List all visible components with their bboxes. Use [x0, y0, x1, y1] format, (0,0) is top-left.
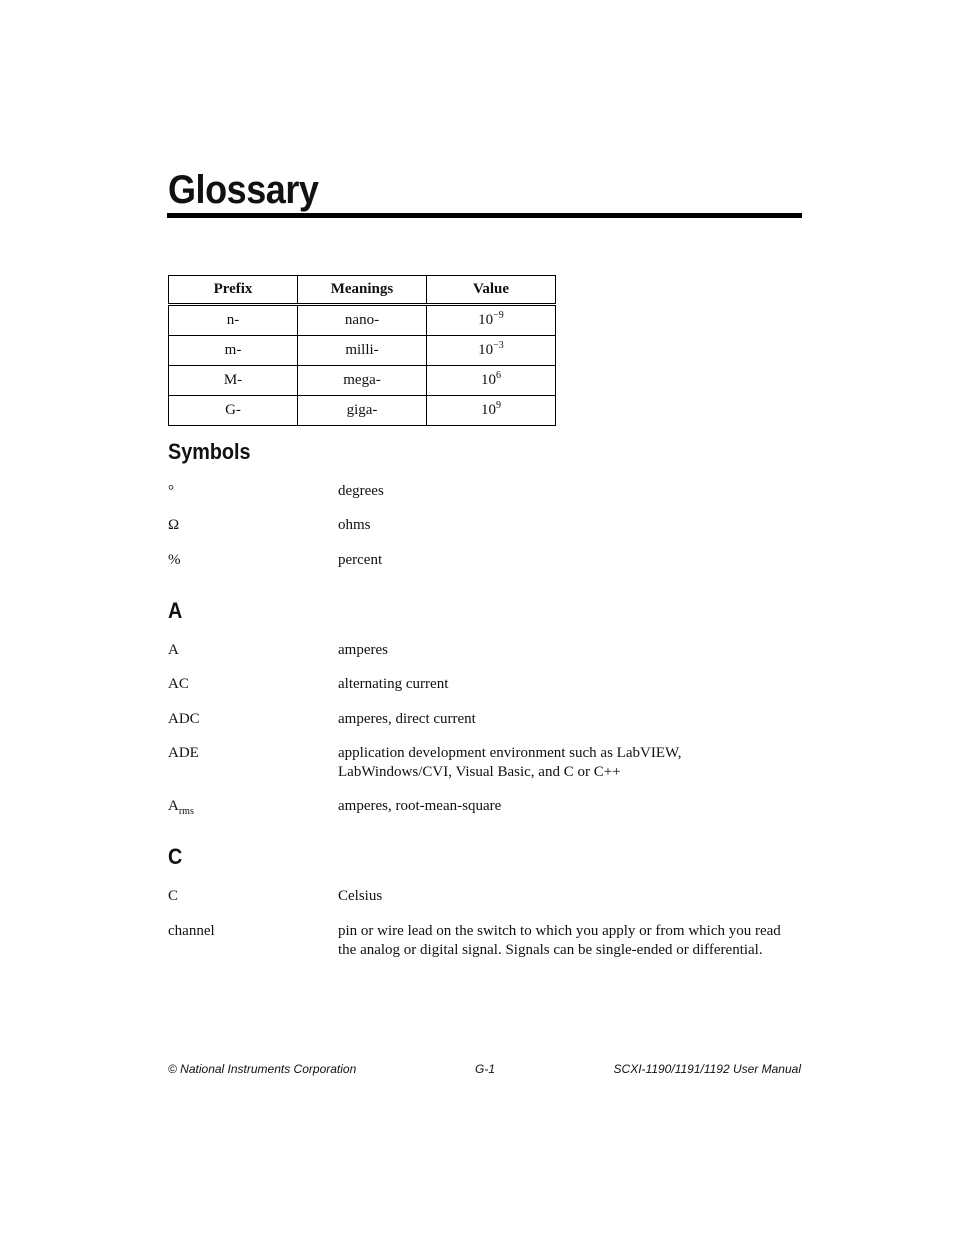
prefix-cell: m- — [169, 336, 298, 366]
section-heading-a: A — [168, 598, 183, 623]
glossary-term: A — [168, 642, 179, 658]
table-row — [169, 366, 556, 396]
glossary-definition: amperes — [338, 642, 388, 658]
meaning-cell: nano- — [298, 305, 427, 336]
title-rule — [167, 213, 802, 218]
meaning-cell: milli- — [298, 336, 427, 366]
term-base: A — [168, 798, 179, 814]
value-base: 10 — [481, 372, 496, 388]
page-title: Glossary — [168, 168, 319, 212]
glossary-term: AC — [168, 676, 189, 692]
value-exponent: 6 — [496, 370, 501, 381]
column-header-value: Value — [427, 276, 556, 305]
value-exponent: −3 — [493, 340, 504, 351]
glossary-definition: ohms — [338, 517, 371, 533]
value-base: 10 — [478, 312, 494, 328]
glossary-definition — [338, 922, 808, 960]
table-row — [169, 305, 556, 336]
footer-copyright: © National Instruments Corporation — [168, 1062, 357, 1076]
prefix-cell: M- — [169, 366, 298, 396]
value-cell — [427, 396, 556, 426]
glossary-term: C — [168, 888, 179, 904]
column-header-prefix: Prefix — [169, 276, 298, 305]
value-cell — [427, 305, 556, 336]
table-header-row — [169, 276, 556, 305]
glossary-definition: amperes, root-mean-square — [338, 798, 502, 814]
glossary-term: ADC — [168, 711, 200, 727]
definition-line: application development environment such as LabVIEW, — [338, 745, 682, 761]
glossary-term: ADE — [168, 745, 199, 761]
glossary-definition: amperes, direct current — [338, 711, 476, 727]
section-heading-symbols: Symbols — [168, 439, 251, 464]
table-row — [169, 336, 556, 366]
glossary-definition: Celsius — [338, 888, 383, 904]
glossary-term: ° — [168, 483, 174, 499]
prefix-table — [168, 275, 556, 426]
glossary-term: Ω — [168, 517, 180, 533]
definition-line: LabWindows/CVI, Visual Basic, and C or C++ — [338, 764, 621, 780]
meaning-cell: mega- — [298, 366, 427, 396]
prefix-cell: n- — [169, 305, 298, 336]
value-exponent: −9 — [493, 310, 504, 321]
glossary-term: channel — [168, 923, 215, 939]
value-base: 10 — [481, 402, 496, 418]
footer-manual-title: SCXI-1190/1191/1192 User Manual — [613, 1062, 801, 1076]
glossary-definition — [338, 744, 808, 782]
term-subscript: rms — [178, 806, 194, 817]
column-header-meanings: Meanings — [298, 276, 427, 305]
glossary-definition: percent — [338, 552, 383, 568]
section-heading-c: C — [168, 844, 183, 869]
glossary-term — [168, 797, 333, 816]
glossary-definition: alternating current — [338, 676, 449, 692]
prefix-cell: G- — [169, 396, 298, 426]
glossary-term: % — [168, 552, 181, 568]
value-cell — [427, 336, 556, 366]
table-row — [169, 396, 556, 426]
definition-line: pin or wire lead on the switch to which you apply or from which you read — [338, 923, 781, 939]
value-cell — [427, 366, 556, 396]
value-base: 10 — [478, 342, 494, 358]
meaning-cell: giga- — [298, 396, 427, 426]
footer-page-number: G-1 — [475, 1062, 496, 1076]
glossary-definition: degrees — [338, 483, 384, 499]
value-exponent: 9 — [496, 400, 501, 411]
definition-line: the analog or digital signal. Signals can be single-ended or differential. — [338, 942, 763, 958]
page-footer — [168, 1062, 801, 1078]
